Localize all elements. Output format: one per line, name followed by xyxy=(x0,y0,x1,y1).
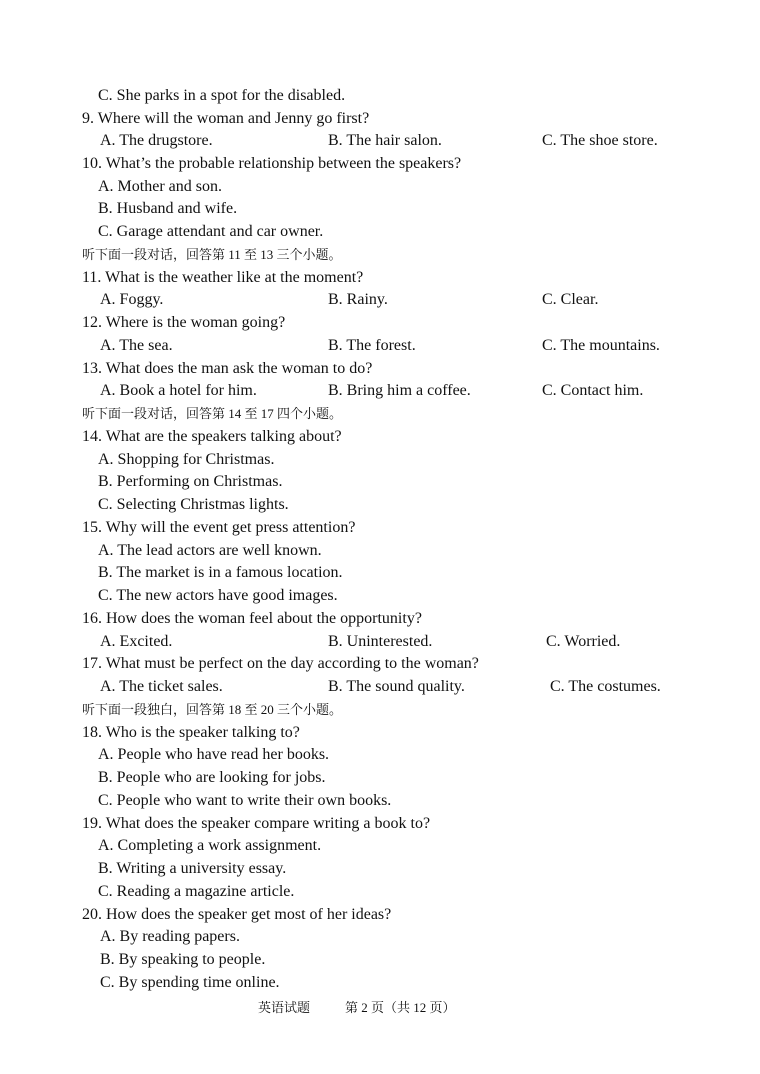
q10-option-a: A. Mother and son. xyxy=(98,178,222,195)
q16-option-b: B. Uninterested. xyxy=(328,633,433,650)
q18-option-a: A. People who have read her books. xyxy=(98,746,330,763)
footer-page-number: 第 2 页（共 12 页） xyxy=(345,1000,456,1015)
q13-stem: 13. What does the man ask the woman to do? xyxy=(82,360,373,377)
q19-stem: 19. What does the speaker compare writing a book to? xyxy=(82,815,431,832)
q17-option-a: A. The ticket sales. xyxy=(100,678,223,695)
q11-option-a: A. Foggy. xyxy=(100,291,164,308)
q9-option-a: A. The drugstore. xyxy=(100,132,213,149)
q20-stem: 20. How does the speaker get most of her ideas? xyxy=(82,906,392,923)
q20-option-b: B. By speaking to people. xyxy=(100,951,266,968)
q19-option-a: A. Completing a work assignment. xyxy=(98,837,322,854)
q10-option-c: C. Garage attendant and car owner. xyxy=(98,223,324,240)
q17-option-b: B. The sound quality. xyxy=(328,678,465,695)
listening-instruction-3: 听下面一段独白，回答第 18 至 20 三个小题。 xyxy=(82,702,343,717)
listening-instruction-1: 听下面一段对话，回答第 11 至 13 三个小题。 xyxy=(82,247,342,262)
q11-stem: 11. What is the weather like at the moment? xyxy=(82,269,364,286)
q14-option-b: B. Performing on Christmas. xyxy=(98,473,283,490)
q10-stem: 10. What’s the probable relationship between the speakers? xyxy=(82,155,462,172)
q19-option-c: C. Reading a magazine article. xyxy=(98,883,295,900)
q20-option-a: A. By reading papers. xyxy=(100,928,240,945)
q10-option-b: B. Husband and wife. xyxy=(98,200,238,217)
q16-option-c: C. Worried. xyxy=(546,633,621,650)
q9-stem: 9. Where will the woman and Jenny go first? xyxy=(82,110,370,127)
q14-option-c: C. Selecting Christmas lights. xyxy=(98,496,289,513)
q13-option-b: B. Bring him a coffee. xyxy=(328,382,471,399)
q12-option-b: B. The forest. xyxy=(328,337,416,354)
q9-option-b: B. The hair salon. xyxy=(328,132,442,149)
q13-option-a: A. Book a hotel for him. xyxy=(100,382,257,399)
q18-option-c: C. People who want to write their own books. xyxy=(98,792,392,809)
q18-option-b: B. People who are looking for jobs. xyxy=(98,769,326,786)
q8-option-c: C. She parks in a spot for the disabled. xyxy=(98,87,346,104)
q16-stem: 16. How does the woman feel about the opportunity? xyxy=(82,610,422,627)
q12-stem: 12. Where is the woman going? xyxy=(82,314,286,331)
q11-option-b: B. Rainy. xyxy=(328,291,388,308)
q14-option-a: A. Shopping for Christmas. xyxy=(98,451,275,468)
q9-option-c: C. The shoe store. xyxy=(542,132,658,149)
q15-option-b: B. The market is in a famous location. xyxy=(98,564,343,581)
listening-instruction-2: 听下面一段对话，回答第 14 至 17 四个小题。 xyxy=(82,406,343,421)
q18-stem: 18. Who is the speaker talking to? xyxy=(82,724,300,741)
q20-option-c: C. By spending time online. xyxy=(100,974,280,991)
q17-stem: 17. What must be perfect on the day according to the woman? xyxy=(82,655,479,672)
q11-option-c: C. Clear. xyxy=(542,291,599,308)
q19-option-b: B. Writing a university essay. xyxy=(98,860,287,877)
q17-option-c: C. The costumes. xyxy=(550,678,661,695)
q12-option-c: C. The mountains. xyxy=(542,337,660,354)
footer-subject: 英语试题 xyxy=(258,1000,311,1015)
q13-option-c: C. Contact him. xyxy=(542,382,644,399)
q15-option-a: A. The lead actors are well known. xyxy=(98,542,322,559)
q16-option-a: A. Excited. xyxy=(100,633,173,650)
q15-stem: 15. Why will the event get press attention? xyxy=(82,519,356,536)
q12-option-a: A. The sea. xyxy=(100,337,173,354)
q14-stem: 14. What are the speakers talking about? xyxy=(82,428,342,445)
q15-option-c: C. The new actors have good images. xyxy=(98,587,338,604)
